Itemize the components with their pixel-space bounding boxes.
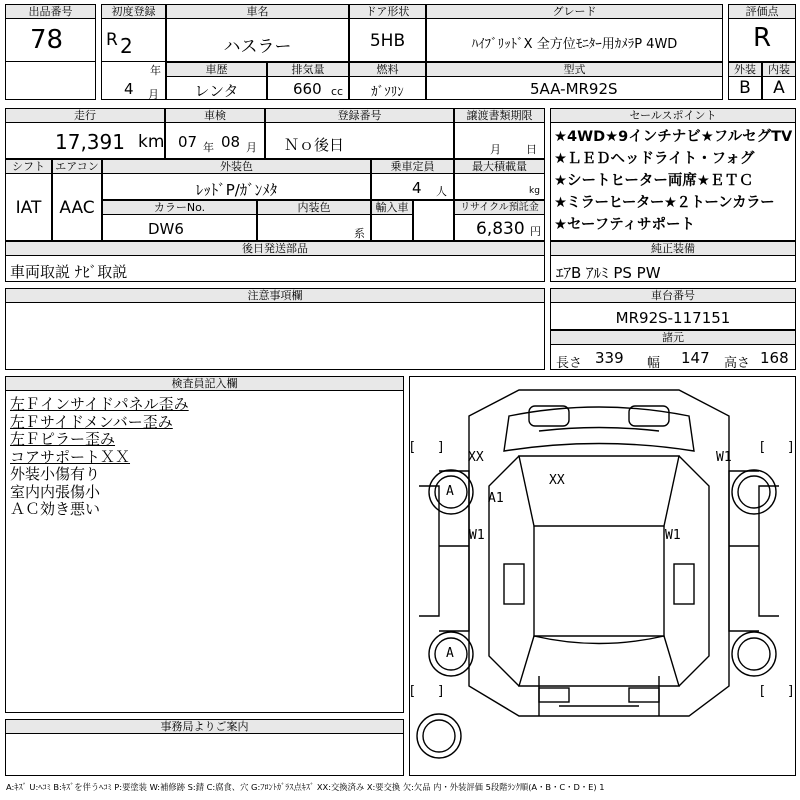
score-value: R: [752, 23, 772, 53]
damage-mark-w1: W1: [716, 450, 732, 465]
inspector-line: ＡＣ効き悪い: [10, 500, 101, 518]
door-type-label: ドア形状: [349, 4, 426, 19]
model-value: 5AA-MR92S: [530, 80, 618, 98]
inspection-year: 07: [178, 133, 198, 151]
bracket-mark: [: [760, 684, 766, 699]
damage-mark-w1: W1: [469, 528, 485, 543]
specs-label: 諸元: [550, 330, 796, 345]
color-no-value: DW6: [148, 220, 184, 238]
bracket-mark: ]: [438, 440, 444, 455]
bracket-mark: ]: [788, 440, 794, 455]
damage-mark-w1: W1: [665, 528, 681, 543]
max-load-label: 最大積載量: [454, 159, 545, 174]
aircon-label: エアコン: [52, 159, 102, 174]
grade-label: グレード: [426, 4, 723, 19]
lot-no-label: 出品番号: [5, 4, 96, 19]
inspection-year-unit: 年: [203, 141, 214, 154]
displacement-value: 660: [293, 80, 322, 98]
displacement-unit: cc: [331, 85, 344, 98]
recycle-unit: 円: [530, 225, 541, 238]
recycle-label: リサイクル預託金: [454, 200, 545, 215]
standard-equip-value: ｴｱB ｱﾙﾐ PS PW: [556, 264, 661, 282]
history-value: レンタ: [194, 82, 239, 100]
spec-height-label: 高さ: [724, 356, 751, 371]
bracket-mark: ]: [438, 684, 444, 699]
sales-point-line: ★ＬＥＤヘッドライト・フォグ: [554, 151, 755, 167]
reg-no-value: Ｎｏ後日: [284, 136, 345, 154]
capacity-unit: 人: [436, 185, 447, 198]
inspector-line: 室内内張傷小: [10, 482, 101, 501]
displacement-label: 排気量: [267, 62, 349, 77]
int-color-unit: 系: [354, 227, 365, 240]
shift-value: IAT: [15, 198, 42, 218]
spec-length-label: 長さ: [556, 356, 583, 371]
mileage-unit: km: [138, 132, 165, 152]
first-reg-era: R: [106, 30, 118, 50]
later-parts-label: 後日発送部品: [5, 241, 545, 256]
damage-mark-a1: A1: [488, 491, 504, 506]
inspection-month: 08: [221, 133, 241, 151]
sales-point-line: ★シートヒーター両席★ＥＴＣ: [554, 173, 754, 189]
bracket-mark: [: [410, 684, 416, 699]
color-no-label: カラーNo.: [102, 200, 257, 215]
spec-height-value: 168: [760, 349, 789, 367]
first-reg-month-unit: 月: [148, 88, 159, 101]
office-label: 事務局よりご案内: [5, 719, 404, 734]
interior-grade-label: 内装: [762, 62, 796, 77]
exterior-grade-value: B: [739, 78, 751, 98]
interior-grade-value: A: [773, 78, 785, 98]
car-diagram: [409, 376, 796, 776]
aircon-value: AAC: [59, 198, 95, 218]
transfer-day-unit: 日: [526, 143, 537, 156]
damage-mark-a: A: [446, 646, 454, 661]
door-type-value: 5HB: [369, 31, 406, 51]
capacity-value: 4: [412, 179, 422, 197]
car-name-value: ハスラー: [223, 37, 292, 57]
mileage-label: 走行: [5, 108, 165, 123]
inspector-line: 左Ｆピラー歪み: [10, 430, 116, 448]
history-label: 車歴: [166, 62, 267, 77]
car-name-label: 車名: [166, 4, 349, 19]
ext-color-label: 外装色: [102, 159, 371, 174]
model-label: 型式: [426, 62, 723, 77]
inspector-notes: [10, 396, 189, 519]
exterior-grade-label: 外装: [728, 62, 762, 77]
chassis-value: MR92S-117151: [615, 309, 731, 327]
first-reg-year: 2: [120, 34, 133, 58]
notes-label: 注意事項欄: [5, 288, 545, 303]
inspection-month-unit: 月: [246, 141, 257, 154]
bracket-mark: ]: [788, 684, 794, 699]
standard-equip-label: 純正装備: [550, 241, 796, 256]
later-parts-value: 車両取説 ﾅﾋﾞ取説: [10, 263, 128, 281]
inspector-line: 左Ｆサイドメンバー歪み: [10, 412, 173, 431]
sales-point-line: ★ミラーヒーター★２トーンカラー: [554, 195, 775, 211]
score-label: 評価点: [728, 4, 796, 19]
inspector-line: コアサポートＸＸ: [10, 447, 131, 466]
inspector-label: 検査員記入欄: [5, 376, 404, 391]
sales-point-line: ★セーフティサポート: [554, 217, 696, 233]
first-reg-year-unit: 年: [150, 64, 161, 77]
shift-label: シフト: [5, 159, 52, 174]
reg-no-label: 登録番号: [265, 108, 454, 123]
transfer-label: 譲渡書類期限: [454, 108, 545, 123]
ext-color-value: ﾚｯﾄﾞP/ｶﾞﾝﾒﾀ: [195, 181, 278, 199]
grade-value: ﾊｲﾌﾞﾘｯﾄﾞX 全方位ﾓﾆﾀｰ用ｶﾒﾗP 4WD: [471, 37, 678, 52]
spec-width-value: 147: [681, 349, 710, 367]
legend-text: A:ｷｽﾞ U:ﾍｺﾐ B:ｷｽﾞを伴うﾍｺﾐ P:要塗装 W:補修跡 S:錆 C:腐食、穴 G:ﾌﾛﾝﾄｶﾞﾗｽ点ｷｽﾞ XX:交換済み X:要交換 欠:欠品 内・外装評価 5段階ﾗﾝｸ順(A・B・C・D・E) 1: [6, 782, 605, 792]
import-label: 輸入車: [371, 200, 413, 215]
int-color-label: 内装色: [257, 200, 371, 215]
inspector-line: 外装小傷有り: [10, 465, 101, 483]
damage-mark-a: A: [446, 484, 454, 499]
import-blank: [413, 200, 454, 241]
capacity-label: 乗車定員: [371, 159, 454, 174]
first-reg-label: 初度登録: [101, 4, 166, 19]
lot-no-value: 78: [30, 25, 64, 55]
sales-points-label: セールスポイント: [550, 108, 796, 123]
fuel-value: ｶﾞｿﾘﾝ: [371, 85, 404, 100]
sales-points-list: [554, 126, 794, 236]
divider: [5, 61, 96, 62]
recycle-value: 6,830: [476, 219, 525, 239]
sales-point-line: ★4WD★9インチナビ★フルセグTV: [554, 129, 793, 145]
mileage-value: 17,391: [55, 130, 125, 154]
inspection-label: 車検: [165, 108, 265, 123]
first-reg-month: 4: [124, 80, 134, 98]
bracket-mark: [: [410, 440, 416, 455]
spec-width-label: 幅: [647, 356, 661, 371]
fuel-label: 燃料: [349, 62, 426, 77]
chassis-label: 車台番号: [550, 288, 796, 303]
damage-mark-xx: XX: [549, 473, 565, 488]
spec-length-value: 339: [595, 349, 624, 367]
inspector-line: 左Ｆインサイドパネル歪み: [10, 396, 189, 413]
damage-mark-xx: XX: [468, 450, 484, 465]
transfer-month-unit: 月: [490, 143, 501, 156]
max-load-unit: kg: [529, 186, 540, 196]
bracket-mark: [: [760, 440, 766, 455]
